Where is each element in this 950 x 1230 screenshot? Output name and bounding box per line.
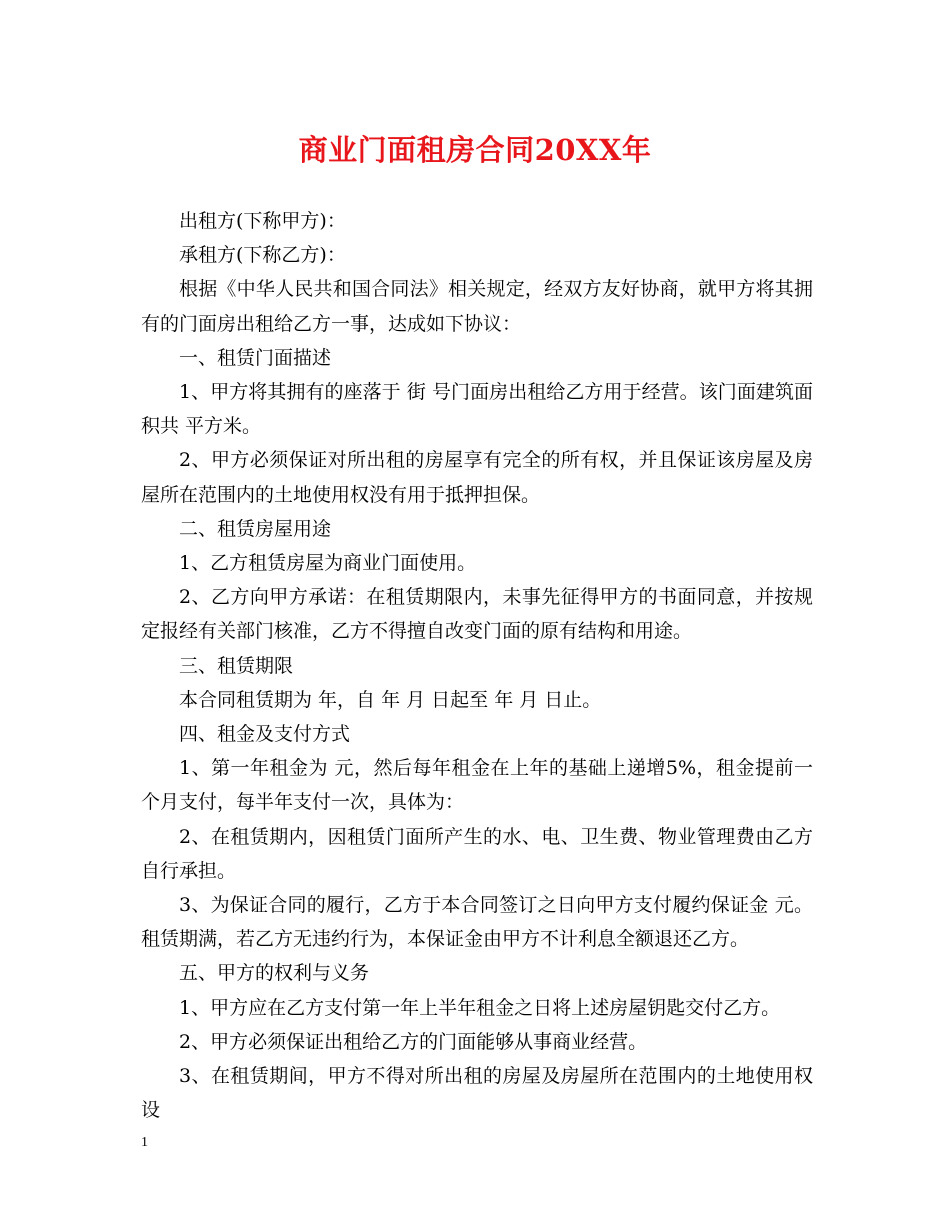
clause-paragraph: 1、第一年租金为 元，然后每年租金在上年的基础上递增5%，租金提前一个月支付，每半年支付一次，具体为：	[141, 757, 813, 814]
section-heading: 四、租金及支付方式	[179, 723, 351, 746]
document-body	[141, 204, 813, 1127]
clause-paragraph: 3、在租赁期间，甲方不得对所出租的房屋及房屋所在范围内的土地使用权设	[141, 1065, 813, 1122]
clause-paragraph: 1、甲方应在乙方支付第一年上半年租金之日将上述房屋钥匙交付乙方。	[179, 996, 781, 1019]
section-heading: 五、甲方的权利与义务	[179, 962, 370, 985]
clause-paragraph: 本合同租赁期为 年，自 年 月 日起至 年 月 日止。	[179, 688, 602, 711]
preamble-paragraph: 根据《中华人民共和国合同法》相关规定，经双方友好协商，就甲方将其拥有的门面房出租给乙方一事，达成如下协议：	[141, 278, 813, 335]
section-heading: 二、租赁房屋用途	[179, 517, 332, 540]
clause-paragraph: 1、乙方租赁房屋为商业门面使用。	[179, 552, 477, 575]
clause-paragraph: 3、为保证合同的履行，乙方于本合同签订之日向甲方支付履约保证金 元。租赁期满，若乙方无违约行为，本保证金由甲方不计利息全额退还乙方。	[141, 894, 813, 951]
page-number: 1	[141, 1135, 148, 1150]
section-heading: 一、租赁门面描述	[179, 346, 332, 369]
clause-paragraph: 2、乙方向甲方承诺：在租赁期限内，未事先征得甲方的书面同意，并按规定报经有关部门核准，乙方不得擅自改变门面的原有结构和用途。	[141, 586, 813, 643]
clause-paragraph: 1、甲方将其拥有的座落于 街 号门面房出租给乙方用于经营。该门面建筑面积共 平方米。	[141, 381, 813, 438]
clause-paragraph: 2、在租赁期内，因租赁门面所产生的水、电、卫生费、物业管理费由乙方自行承担。	[141, 825, 813, 882]
lessee-line: 承租方(下称乙方)：	[179, 244, 346, 267]
document-title: 商业门面租房合同20XX年	[298, 133, 652, 167]
clause-paragraph: 2、甲方必须保证出租给乙方的门面能够从事商业经营。	[179, 1030, 648, 1053]
lessor-line: 出租方(下称甲方)：	[179, 210, 346, 232]
section-heading: 三、租赁期限	[179, 654, 294, 677]
clause-paragraph: 2、甲方必须保证对所出租的房屋享有完全的所有权，并且保证该房屋及房屋所在范围内的土地使用权没有用于抵押担保。	[141, 449, 813, 506]
